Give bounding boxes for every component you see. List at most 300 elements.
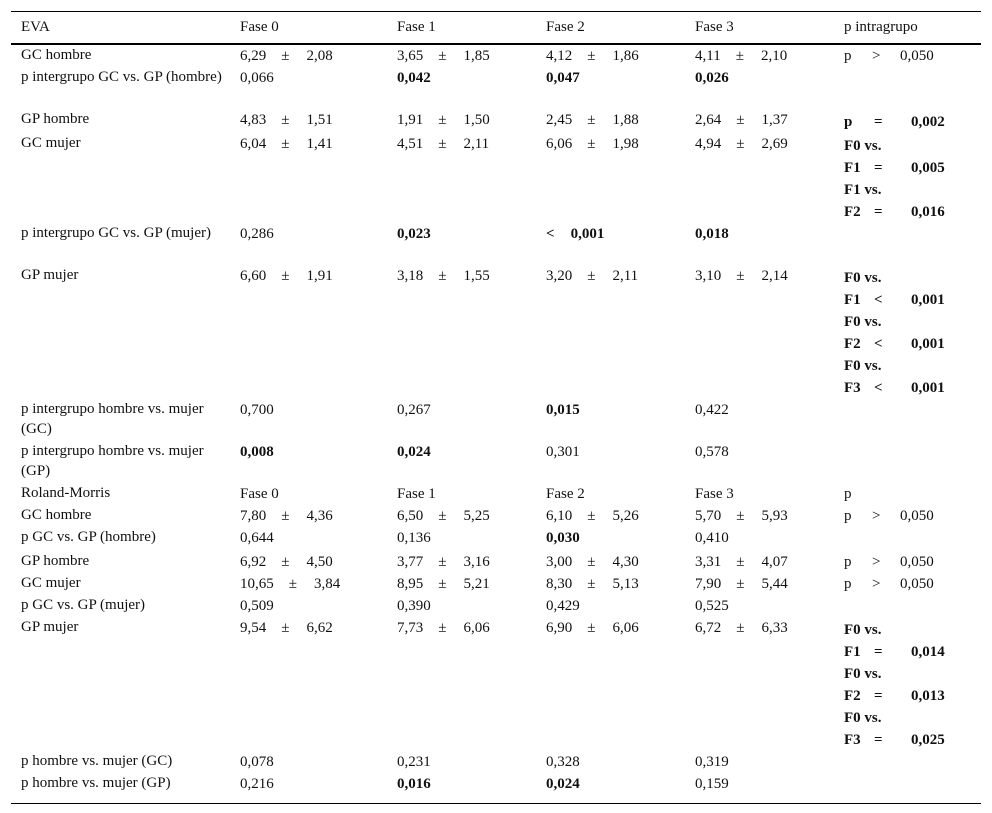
row-label: GC mujer (21, 135, 81, 151)
cell-f2: 0,328 (546, 754, 580, 770)
cell-f1 (397, 573, 490, 595)
cell-f2: Fase 2 (546, 486, 585, 502)
mean-value: 2,64 (695, 112, 722, 128)
p-phase: F3 (844, 380, 861, 396)
sd-value: 4,07 (761, 554, 788, 570)
row-label: p intergrupo hombre vs. mujer (GP) (21, 443, 204, 479)
p-line (844, 641, 945, 663)
p-phase: F1 (844, 160, 861, 176)
mean-value: 4,11 (695, 48, 721, 64)
sd-value: 4,50 (306, 554, 333, 570)
sd-value: 1,37 (761, 112, 788, 128)
plus-minus-sign: ± (438, 554, 447, 570)
p-value: 0,050 (900, 48, 934, 64)
cell-f1: Fase 1 (397, 486, 436, 502)
p-value: 0,050 (900, 554, 934, 570)
plus-minus-sign: ± (438, 136, 447, 152)
row-label: GC mujer (21, 575, 81, 591)
comparison-sign: = (874, 732, 883, 748)
cell-f0: 0,509 (240, 598, 274, 614)
row-label: GC hombre (21, 507, 92, 523)
mean-value: 3,65 (397, 48, 424, 64)
sd-value: 3,16 (463, 554, 490, 570)
mean-sd (695, 505, 788, 527)
cell-f2: 0,015 (546, 402, 580, 418)
cell-f3 (695, 109, 788, 131)
mean-sd (397, 45, 490, 67)
plus-minus-sign: ± (281, 554, 290, 570)
p-phase: F1 (844, 644, 861, 660)
cell-f3: Fase 3 (695, 486, 734, 502)
p-value: 0,001 (911, 380, 945, 396)
p-comparison: F0 vs. (844, 138, 882, 154)
sd-value: 1,41 (306, 136, 333, 152)
cell-f0: 0,286 (240, 226, 274, 242)
cell-p-intragrupo (844, 135, 945, 223)
p-value: 0,050 (900, 508, 934, 524)
sd-value: 4,36 (306, 508, 333, 524)
cell-f0 (240, 573, 340, 595)
row-label: p intergrupo hombre vs. mujer (GC) (21, 401, 204, 437)
mean-value: 6,10 (546, 508, 573, 524)
comparison-sign: = (874, 644, 883, 660)
mean-value: 3,10 (695, 268, 722, 284)
cell-f0 (240, 265, 333, 287)
cell-f1 (397, 45, 490, 67)
cell-f2 (546, 265, 638, 287)
p-value: 0,002 (911, 114, 945, 130)
mean-sd (240, 573, 340, 595)
p-line (844, 619, 945, 641)
mean-value: 6,50 (397, 508, 424, 524)
cell-f2 (546, 573, 639, 595)
plus-minus-sign: ± (587, 554, 596, 570)
mean-value: 4,83 (240, 112, 267, 128)
cell-f3: 0,319 (695, 754, 729, 770)
cell-f2 (546, 133, 639, 155)
cell-f1: 0,042 (397, 70, 431, 86)
cell-f2 (546, 45, 639, 67)
sd-value: 2,10 (760, 48, 788, 64)
mean-value: 6,29 (240, 48, 267, 64)
cell-f1 (397, 505, 490, 527)
mean-value: 8,95 (397, 576, 424, 592)
p-line (844, 201, 945, 223)
mean-sd (240, 505, 333, 527)
p-value: 0,025 (911, 732, 945, 748)
p-line (844, 707, 945, 729)
cell-f1: 0,016 (397, 776, 431, 792)
plus-minus-sign: ± (438, 112, 447, 128)
p-symbol: p (844, 554, 852, 570)
cell-f3 (695, 573, 788, 595)
cell-p-intragrupo (844, 551, 934, 573)
cell-f0: 0,078 (240, 754, 274, 770)
row-label: p intergrupo GC vs. GP (mujer) (21, 225, 211, 241)
header-fase-2: Fase 2 (546, 19, 585, 35)
mean-value: 3,18 (397, 268, 424, 284)
mean-value: 4,12 (546, 48, 573, 64)
cell-f2 (546, 617, 639, 639)
cell-f2: 0,301 (546, 444, 580, 460)
header-fase-0: Fase 0 (240, 19, 279, 35)
cell-f3 (695, 551, 788, 573)
mean-sd (695, 617, 788, 639)
p-phase: F1 (844, 292, 861, 308)
plus-minus-sign: ± (438, 620, 447, 636)
mean-sd (546, 551, 639, 573)
cell-f0: 0,700 (240, 402, 274, 418)
p-line (844, 179, 945, 201)
sd-value: 6,62 (306, 620, 333, 636)
plus-minus-sign: ± (736, 508, 745, 524)
p-value: 0,005 (911, 160, 945, 176)
p-comparison: F0 vs. (844, 358, 882, 374)
header-p-intragrupo: p intragrupo (844, 19, 918, 35)
mean-sd (240, 109, 333, 131)
mean-value: 4,94 (695, 136, 722, 152)
mean-value: 9,54 (240, 620, 267, 636)
cell-f2: 0,429 (546, 598, 580, 614)
sd-value: 1,85 (463, 48, 490, 64)
sd-value: 5,25 (463, 508, 490, 524)
cell-f1: 0,390 (397, 598, 431, 614)
cell-p-intragrupo (844, 267, 945, 399)
p-phase: F2 (844, 688, 861, 704)
cell-f2: 0,024 (546, 776, 580, 792)
mean-sd (546, 505, 639, 527)
sd-value: 5,44 (761, 576, 788, 592)
mean-value: 7,90 (695, 576, 722, 592)
p-value: 0,001 (911, 292, 945, 308)
mean-value: 4,51 (397, 136, 424, 152)
row-label: p hombre vs. mujer (GC) (21, 753, 173, 769)
cell-f1: 0,024 (397, 444, 431, 460)
p-line (844, 157, 945, 179)
cell-p-intragrupo (844, 573, 934, 595)
mean-value: 5,70 (695, 508, 722, 524)
sd-value: 2,69 (761, 136, 788, 152)
row-label: GP hombre (21, 553, 90, 569)
cell-f1 (397, 265, 490, 287)
cell-f0 (240, 109, 333, 131)
sd-value: 2,11 (612, 268, 639, 284)
p-line (844, 311, 945, 333)
p-line (844, 333, 945, 355)
sd-value: 1,98 (612, 136, 639, 152)
row-label: GP mujer (21, 619, 79, 635)
p-line (844, 508, 934, 524)
mean-sd (546, 617, 639, 639)
row-label: Roland-Morris (21, 485, 111, 501)
p-line (844, 554, 934, 570)
mean-sd (397, 133, 489, 155)
cell-f3 (695, 133, 788, 155)
comparison-sign: < (874, 380, 883, 396)
cell-f2: 0,047 (546, 70, 580, 86)
row-label: p GC vs. GP (mujer) (21, 597, 146, 613)
plus-minus-sign: ± (587, 576, 596, 592)
plus-minus-sign: ± (281, 620, 290, 636)
mean-sd (397, 265, 490, 287)
plus-minus-sign: ± (438, 576, 447, 592)
cell-p-intragrupo (844, 505, 934, 527)
plus-minus-sign: ± (281, 112, 290, 128)
cell-f3 (695, 265, 788, 287)
plus-minus-sign: ± (281, 268, 290, 284)
cell-f1 (397, 617, 490, 639)
plus-minus-sign: ± (288, 576, 297, 592)
mean-sd (695, 109, 788, 131)
p-line (844, 289, 945, 311)
mean-sd (397, 551, 490, 573)
p-comparison: F0 vs. (844, 710, 882, 726)
cell-f3: 0,018 (695, 226, 729, 242)
cell-f0: 0,644 (240, 530, 274, 546)
cell-f0 (240, 505, 333, 527)
mean-value: 7,73 (397, 620, 424, 636)
plus-minus-sign: ± (587, 620, 596, 636)
plus-minus-sign: ± (736, 576, 745, 592)
mean-value: 6,60 (240, 268, 267, 284)
plus-minus-sign: ± (587, 136, 596, 152)
sd-value: 2,11 (463, 136, 490, 152)
cell-f2 (546, 223, 604, 245)
mean-sd (240, 551, 333, 573)
p-symbol: p (844, 114, 853, 130)
cell-f3 (695, 617, 788, 639)
row-label: GP mujer (21, 267, 79, 283)
plus-minus-sign: ± (438, 48, 447, 64)
mean-sd (695, 133, 788, 155)
comparison-sign: = (874, 204, 883, 220)
cell-p-intragrupo: p (844, 486, 852, 502)
mean-sd (397, 573, 490, 595)
mean-sd (546, 265, 638, 287)
comparison-sign: < (874, 336, 883, 352)
cell-p-intragrupo (844, 45, 934, 67)
p-comparison: F1 vs. (844, 182, 882, 198)
p-symbol: p (844, 508, 852, 524)
cell-f3: 0,525 (695, 598, 729, 614)
sd-value: 6,33 (761, 620, 788, 636)
p-symbol: p (844, 48, 852, 64)
cell-f1 (397, 133, 489, 155)
mean-value: 3,31 (695, 554, 722, 570)
mean-sd (546, 573, 639, 595)
comparison-sign: = (874, 688, 883, 704)
mean-sd (240, 265, 333, 287)
plus-minus-sign: ± (736, 620, 745, 636)
comparison-sign: = (874, 160, 883, 176)
p-line (844, 663, 945, 685)
mean-sd (546, 45, 639, 67)
comparison-sign: = (874, 114, 883, 130)
cell-f3: 0,422 (695, 402, 729, 418)
p-phase: F3 (844, 732, 861, 748)
mean-sd (240, 133, 333, 155)
cell-f0 (240, 551, 333, 573)
p-phase: F2 (844, 204, 861, 220)
cell-f2 (546, 109, 639, 131)
p-comparison: F0 vs. (844, 314, 882, 330)
comparison-sign: > (872, 576, 881, 592)
cell-f3 (695, 505, 788, 527)
p-line (844, 576, 934, 592)
cell-f2 (546, 551, 639, 573)
cell-f1: 0,231 (397, 754, 431, 770)
p-value: 0,001 (570, 226, 605, 242)
p-value: 0,016 (911, 204, 945, 220)
row-label: p GC vs. GP (hombre) (21, 529, 156, 545)
header-fase-3: Fase 3 (695, 19, 734, 35)
mean-sd (695, 551, 788, 573)
p-line (844, 135, 945, 157)
sd-value: 3,84 (313, 576, 341, 592)
sd-value: 5,21 (463, 576, 490, 592)
plus-minus-sign: ± (736, 136, 745, 152)
plus-minus-sign: ± (438, 508, 447, 524)
table-header (11, 12, 981, 45)
cell-f0: 0,008 (240, 444, 274, 460)
row-label: GP hombre (21, 111, 90, 127)
header-fase-1: Fase 1 (397, 19, 436, 35)
p-value: 0,050 (900, 576, 934, 592)
comparison-sign: < (546, 226, 555, 242)
plus-minus-sign: ± (587, 508, 596, 524)
p-value: 0,014 (911, 644, 945, 660)
sd-value: 1,91 (306, 268, 333, 284)
plus-minus-sign: ± (736, 268, 745, 284)
mean-sd (695, 573, 788, 595)
mean-value: 6,72 (695, 620, 722, 636)
cell-f3: 0,026 (695, 70, 729, 86)
mean-sd (240, 45, 333, 67)
p-comparison: F0 vs. (844, 622, 882, 638)
p-line (844, 48, 934, 64)
cell-f0: 0,066 (240, 70, 274, 86)
mean-value: 6,92 (240, 554, 267, 570)
plus-minus-sign: ± (438, 268, 447, 284)
sd-value: 2,08 (306, 48, 333, 64)
mean-value: 1,91 (397, 112, 424, 128)
cell-f1: 0,267 (397, 402, 431, 418)
plus-minus-sign: ± (736, 112, 745, 128)
plus-minus-sign: ± (281, 136, 290, 152)
mean-sd (695, 45, 787, 67)
p-phase: F2 (844, 336, 861, 352)
cell-f0: Fase 0 (240, 486, 279, 502)
sd-value: 5,13 (612, 576, 639, 592)
cell-f0 (240, 617, 333, 639)
mean-sd (397, 109, 490, 131)
p-line (844, 267, 945, 289)
p-value: 0,001 (911, 336, 945, 352)
sd-value: 1,88 (612, 112, 639, 128)
p-line (844, 377, 945, 399)
mean-value: 7,80 (240, 508, 267, 524)
cell-f3: 0,578 (695, 444, 729, 460)
plus-minus-sign: ± (587, 48, 596, 64)
mean-value: 6,06 (546, 136, 573, 152)
mean-value: 3,00 (546, 554, 573, 570)
sd-value: 1,50 (463, 112, 490, 128)
comparison-sign: > (872, 508, 881, 524)
cell-f3: 0,159 (695, 776, 729, 792)
cell-p-intragrupo (844, 619, 945, 751)
p-line (844, 355, 945, 377)
cell-f3 (695, 45, 787, 67)
mean-value: 3,20 (546, 268, 573, 284)
mean-value: 8,30 (546, 576, 573, 592)
mean-sd (546, 133, 639, 155)
p-comparison: F0 vs. (844, 270, 882, 286)
mean-sd (240, 617, 333, 639)
row-label: p intergrupo GC vs. GP (hombre) (21, 69, 222, 85)
cell-f2: 0,030 (546, 530, 580, 546)
cell-f0 (240, 133, 333, 155)
cell-f1 (397, 551, 490, 573)
cell-f3: 0,410 (695, 530, 729, 546)
sd-value: 1,51 (306, 112, 333, 128)
cell-f0: 0,216 (240, 776, 274, 792)
mean-sd (397, 505, 490, 527)
mean-value: 3,77 (397, 554, 424, 570)
p-line (844, 729, 945, 751)
mean-sd (695, 265, 788, 287)
comparison-sign: > (872, 48, 881, 64)
p-comparison: F0 vs. (844, 666, 882, 682)
sd-value: 6,06 (463, 620, 490, 636)
plus-minus-sign: ± (736, 554, 745, 570)
mean-sd (397, 617, 490, 639)
cell-f1 (397, 109, 490, 131)
sd-value: 5,26 (612, 508, 639, 524)
plus-minus-sign: ± (281, 508, 290, 524)
comparison-sign: < (874, 292, 883, 308)
plus-minus-sign: ± (735, 48, 744, 64)
sd-value: 5,93 (761, 508, 788, 524)
cell-f1: 0,136 (397, 530, 431, 546)
p-symbol: p (844, 576, 852, 592)
cell-f1: 0,023 (397, 226, 431, 242)
sd-value: 1,55 (463, 268, 490, 284)
mean-value: 10,65 (240, 576, 274, 592)
sd-value: 2,14 (761, 268, 788, 284)
sd-value: 4,30 (612, 554, 639, 570)
plus-minus-sign: ± (587, 112, 596, 128)
cell-f0 (240, 45, 333, 67)
sd-value: 6,06 (612, 620, 639, 636)
mean-value: 6,04 (240, 136, 267, 152)
header-eva: EVA (21, 19, 50, 35)
plus-minus-sign: ± (281, 48, 290, 64)
p-line (844, 114, 945, 130)
mean-value: 2,45 (546, 112, 573, 128)
p-line (844, 685, 945, 707)
cell-p-intragrupo (844, 111, 945, 133)
p-value: 0,013 (911, 688, 945, 704)
comparison-sign: > (872, 554, 881, 570)
sd-value: 1,86 (612, 48, 639, 64)
row-label: p hombre vs. mujer (GP) (21, 775, 171, 791)
row-label: GC hombre (21, 47, 92, 63)
plus-minus-sign: ± (587, 268, 596, 284)
mean-sd (546, 109, 639, 131)
mean-value: 6,90 (546, 620, 573, 636)
results-table (11, 11, 981, 804)
cell-f2 (546, 505, 639, 527)
